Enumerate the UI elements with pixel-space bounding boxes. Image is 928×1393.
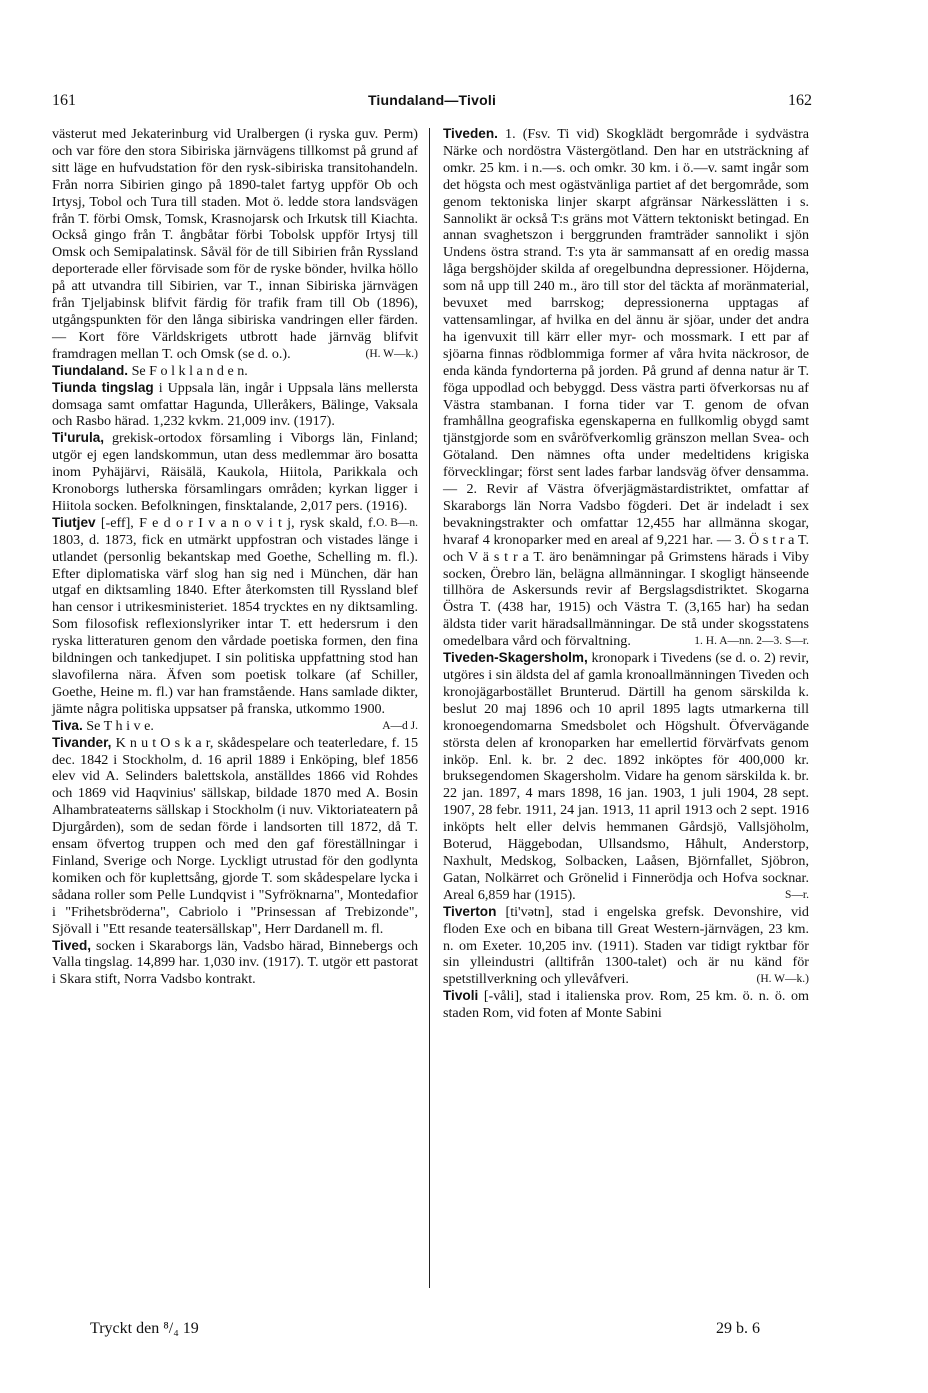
headword: Tived,: [52, 937, 92, 953]
headword: Tiveden-Skagersholm,: [443, 650, 588, 666]
entry-tiveden-skagersholm: [443, 650, 809, 904]
sheet-signature-mark: 29 b. 6: [716, 1320, 760, 1337]
entry-text: grekisk-ortodox församling i Viborgs län, Finland; utgör ej egen landskommun, utan dess medlemmar äro bosatta inom Pyhäjärvi, Räisälä, Kaukola, Hiitola, Parikkala och Kronoborgs lutherska församlingars områden; kyrkan ligger i Hiitola socken. Befolkningen, finsktalande, 2,017 pers. (1916).: [52, 430, 418, 514]
headword: Tiva.: [52, 717, 83, 733]
page-number-right: 162: [788, 92, 812, 109]
entry-tiverton: [443, 904, 809, 989]
headword: Tivoli: [443, 988, 479, 1004]
running-title: Tiundaland—Tivoli: [367, 92, 497, 108]
author-signature: 1. H. A—nn. 2—3. S—r.: [694, 635, 809, 648]
author-signature: O. B—n.: [376, 516, 418, 529]
page-header: [52, 92, 812, 112]
entry-tivoli: [443, 988, 809, 1022]
entry-tiveden: [443, 126, 809, 650]
headword: Ti'urula,: [52, 430, 105, 446]
entry-text: [-eff], F e d o r I v a n o v i t j, rysk skald, f. 1803, d. 1873, fick en utmärkt uppfostran och vistades länge i utlandet (personlig bekantskap med Goethe, Schelling m. fl.). Efter diplomatiska värf slog han sig ned i München, där han utgaf en diktsamling 1840. Efter återkomsten till Ryssland blef han censor i utrikesministeriet. 1854 trycktes en ny diktsamling. Som filosofisk reflexionslyriker intar T. ett hedersrum i den ryska litteraturen genom den vårdade poetiska formen, den fina bildningen och tankedjupet. I sin politiska uppfattning stod han slavofilerna nära. Äfven som poetisk tolkare (af Schiller, Goethe, Heine m. fl.) var han framstående. Hans samlade dikter, jämte några politiska uppsatser på franska, utkommo 1900.: [52, 514, 418, 717]
headword: Tiundaland.: [52, 362, 129, 378]
entry-tiva: [52, 718, 418, 735]
author-signature: S—r.: [785, 888, 809, 901]
entry-tiundaland: [52, 363, 418, 380]
entry-text: K n u t O s k a r, skådespelare och teaterledare, f. 15 dec. 1842 i Stockholm, d. 16 april 1889 i Enköping, blef 1856 elev vid A. Selinders balettskola, anställdes 1866 vid Rohdes och 1869 vid Haqvinius' sällskap, bildade 1870 med A. Bosin Alhambrateaterns sällskap i Stockholm (i nuv. Viktoriateatern på Djurgården), som de sedan förde i landsorten till 1872, då T. ensam öfvertog truppen och med den gaf föreställningar i Finland, Sverige och Norge. Lyckligt utrustad för den godlynta komiken och för kuplettsång, gjorde T. som skådespelare lycka i sådana roller som Pelle Lundqvist i "Syfröknarna", Montedafior i "Frihetsbröderna", Cabriolo i "Prinsessan af Trebizonde", Sjövall i "Ett resande teatersällskap", Herr Dardanell m. fl.: [52, 734, 418, 937]
column-divider: [429, 128, 430, 1288]
entry-text: [ti'vətn], stad i engelska grefsk. Devonshire, vid floden Exe och en bibana till Great Western-järnvägen, 23 km. n. om Exeter. 10,205 inv. (1911). Staden var tidigt ryktbar för sin ylleindustri (alltifrån 1300-talet) och är nu känd för spetstillverkning och yllevåfveri.: [443, 903, 809, 988]
entry-text: i Uppsala län, ingår i Uppsala läns mellersta domsaga samt omfattar Hagunda, Ulleråkers, Bälinge, Vaksala och Rasbo härad. 1,232 kvkm. 21,009 inv. (1917).: [52, 379, 419, 430]
headword: Tiutjev: [52, 514, 96, 530]
entry-text: socken i Skaraborgs län, Vadsbo härad, Binnebergs och Valla tingslag. 14,899 har. 1,030 inv. (1917). T. utgör ett pastorat i Skara stift, Norra Vadsbo kontrakt.: [52, 937, 418, 988]
entry-tivander: [52, 735, 418, 938]
left-column: [52, 126, 418, 988]
page-footer: [52, 1320, 812, 1340]
entry-text: västerut med Jekaterinburg vid Uralbergen (i ryska guv. Perm) och var före den stora Sibiriska järnvägens tillkomst på grund af sitt läge en hufvudstation för den rysk-sibiriska transitohandeln. Från norra Sibirien gingo på 1890-talet fartyg uppför Ob och Irtysj, Tobol och Tura till staden. Mot ö. ledde stora landsvägen från T. förbi Omsk, Tomsk, Krasnojarsk och Irkutsk till Kiachta. Också gingo från T. ångbåtar förbi Tobolsk uppför Irtysj till Omsk och Semipalatinsk. Såväl för de till Sibirien från Ryssland deporterade eller förvisade som för de ryske bönder, hvilka höllo på att utvandra till Sibirien, var T., innan Sibiriska järnvägen från Tjeljabinsk blifvit färdig för trafik fram till Ob (1896), utgångspunkten för den långa sibiriska vandringen eller färden. — Kort före Världskrigets utbrott hade järnväg blifvit framdragen mellan T. och Omsk (se d. o.).: [52, 126, 418, 362]
entry-text: Se F o l k l a n d e n.: [131, 362, 248, 379]
page-number-left: 161: [52, 92, 76, 109]
headword: Tiunda tingslag: [52, 379, 154, 395]
print-date-mark: Tryckt den ⁸/₄ 19: [90, 1320, 199, 1337]
entry-tived: [52, 938, 418, 989]
entry-tiumen-continued: [52, 126, 418, 363]
entry-text: Se T h i v e.: [86, 717, 154, 734]
headword: Tiveden.: [443, 126, 498, 141]
author-signature: A—d J.: [382, 719, 418, 732]
entry-text: 1. (Fsv. Ti vid) Skogklädt bergområde i sydvästra Närke och nordöstra Västergötland. Den har en utsträckning af omkr. 25 km. i n.—s. och omkr. 30 km. i ö.—v. samt ingår som det högsta och mest ogästvänliga partiet af det bergområde, som genom tektoniska linjer skarpt afgränsar Närkesslätten i s. Sannolikt är också T:s gräns mot Vättern tektoniskt betingad. En annan svaghetszon i berggrunden framträder sannolikt i sjön Undens östra strand. T:s yta är sammansatt af en oredig massa låga bergshöjder skilda af oregelbundna depressioner. Höjderna, som nå upp till 240 m., äro till stor del täckta af moränmaterial, bevuxet med barrskog; depressionerna upptagas af vattensamlingar, af hvilka en del ännu är sjöar, under det andra ha igenvuxit till kärr eller myr- och mossmark. I ett par af sjöarna finnas rödblommiga former af våra hvita näckrosor, de enda kända fyndorterna på jorden. På grund af denna natur är T. föga uppodlad och bebyggd. Dess västra parti öfverkorsas nu af Västra stambanan. I forna tider var T. genom de ofvan framhållna geografiska egenskaperna en fullkomlig obygd samt tjänstgjorde som en svåröfverkomlig gränszon mellan Svea- och Götaland. Den nämnes ofta under medeltidens krigiska förvecklingar; först sent lades farbar landsväg öfver densamma. — 2. Revir af Västra öfverjägmästardistriktet, omfattar af Skaraborgs län Norra Vadsbo fögderi. Det är indeladt i sex bevakningstrakter och omfattar 12,455 har allmänna skogar, hvaraf 4 kronoparker med en areal af 9,221 har. — 3. Ö s t r a T. och V ä s t r a T. äro benämningar på Grimstens härads i Viby socken, Örebro län, belägna allmänningar. I skogligt hänseende tillhöra de Askersunds revir af Bergslagsdistriktet. Skogarna Östra T. (438 har, 1915) och Västra T. (3,165 har) ha sedan äldsta tider varit häradsallmänningar. De stå under skogsstatens omedelbara vård och förvaltning.: [443, 126, 809, 650]
entry-tiunda-tingslag: [52, 380, 418, 431]
author-signature: (H. W—k.): [365, 347, 418, 360]
author-signature: (H. W—k.): [756, 973, 809, 986]
entry-text: kronopark i Tivedens (se d. o. 2) revir, utgöres i sin äldsta del af gamla kronoallmänningen Tiveden och kronojägarbostället Brunterud. Därtill ha genom särskilda k. beslut 20 maj 1896 och 10 april 1895 lagts utmarkerna till kronoegendomarna Smedsbolet och Högshult. Öfvervägande största delen af kronoparken har emellertid förvärfvats genom inköp. Enl. k. br. 2 dec. 1892 inköptes för 400,000 kr. bruksegendomen Skagersholm. Vidare ha genom särskilda k. br. 22 jan. 1897, 4 mars 1898, 16 jan. 1903, 1 juli 1904, 28 sept. 1907, 28 febr. 1911, 24 jan. 1913, 11 april 1913 och 2 sept. 1916 inköpts helt eller delvis hemmanen Gårdsjö, Vallsjöholm, Boterud, Häggebodan, Ullsandsmo, Håhult, Anderstorp, Naxhult, Medskog, Solbacken, Laåsen, Björnfallet, Sjöbron, Gatan, Nolkärret och Grönelid i Finnerödja och Hofva socknar. Areal 6,859 har (1915).: [443, 650, 809, 903]
entry-text: [-våli], stad i italienska prov. Rom, 25 km. ö. n. ö. om staden Rom, vid foten af Monte Sabini: [443, 988, 810, 1022]
headword: Tivander,: [52, 734, 112, 750]
headword: Tiverton: [443, 903, 497, 919]
right-column: [443, 126, 809, 1022]
